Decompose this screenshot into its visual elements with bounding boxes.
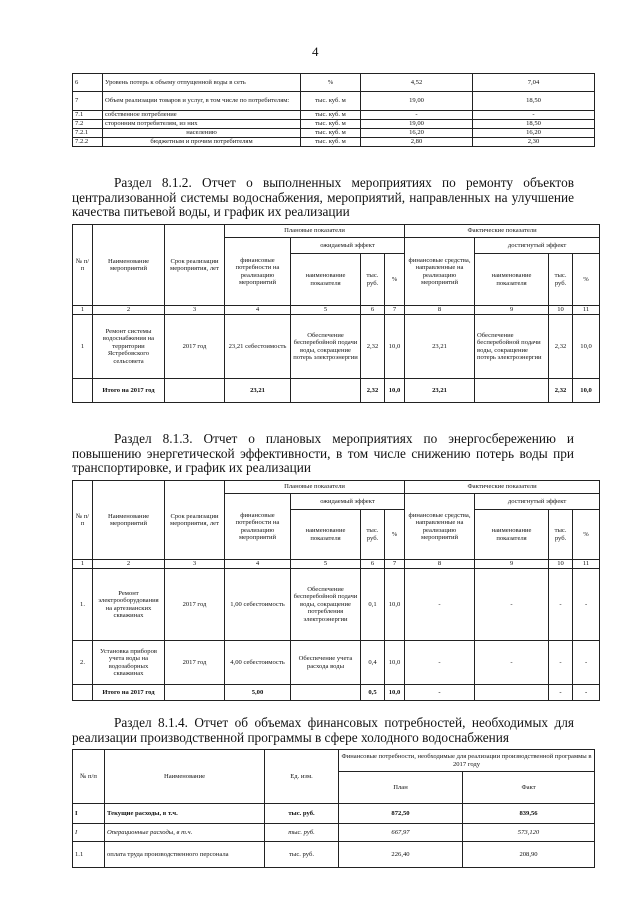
table-row bbox=[73, 111, 595, 120]
hdr-rub: тыс. руб. bbox=[361, 254, 385, 306]
total-label: Итого на 2017 год bbox=[93, 379, 165, 403]
row-plan: 872,50 bbox=[339, 804, 463, 824]
row-fact-rub: - bbox=[549, 641, 573, 685]
row-fact-fin: - bbox=[405, 641, 475, 685]
row-unit: тыс. куб. м bbox=[301, 120, 361, 129]
hdr-ind-name: наименование показателя bbox=[475, 254, 549, 306]
row-unit: % bbox=[301, 74, 361, 92]
table-row bbox=[73, 129, 595, 138]
col-number-row bbox=[73, 560, 600, 569]
row-fact-pct: 10,0 bbox=[573, 315, 600, 379]
row-fact-fin: 23,21 bbox=[405, 315, 475, 379]
total-fact-rub: 2,32 bbox=[549, 379, 573, 403]
total-row bbox=[73, 685, 600, 701]
row-unit: тыс. куб. м bbox=[301, 92, 361, 111]
hdr-num: № п/п bbox=[73, 225, 93, 306]
hdr-pct: % bbox=[573, 254, 600, 306]
table-row bbox=[73, 138, 595, 147]
total-fact-fin: 23,21 bbox=[405, 379, 475, 403]
row-num: 7.2.2 bbox=[73, 138, 103, 147]
row-value-plan: 19,00 bbox=[361, 92, 473, 111]
row-unit: тыс. куб. м bbox=[301, 129, 361, 138]
row-num: 7 bbox=[73, 92, 103, 111]
row-pct: 10,0 bbox=[385, 315, 405, 379]
table-row bbox=[73, 804, 595, 824]
row-fact-fin: - bbox=[405, 569, 475, 641]
row-value-fact: - bbox=[473, 111, 595, 120]
col-num: 6 bbox=[361, 560, 385, 569]
hdr-unit: Ед. изм. bbox=[265, 750, 339, 804]
hdr-ind-name: наименование показателя bbox=[475, 510, 549, 560]
hdr-need: Финансовые потребности, необходимые для реализации производственной программы в 2017 году bbox=[339, 750, 595, 772]
section-812-table bbox=[72, 224, 600, 403]
col-num: 11 bbox=[573, 560, 600, 569]
row-value-fact: 7,04 bbox=[473, 74, 595, 92]
row-num: 1.1 bbox=[73, 842, 105, 868]
row-effect: Обеспечение бесперебойной подачи воды, сокращение потерь электроэнергии bbox=[291, 315, 361, 379]
row-effect: Обеспечение учета расхода воды bbox=[291, 641, 361, 685]
hdr-ind-name: наименование показателя bbox=[291, 510, 361, 560]
total-fin: 23,21 bbox=[225, 379, 291, 403]
col-num: 6 bbox=[361, 306, 385, 315]
col-num: 5 bbox=[291, 560, 361, 569]
total-rub: 0,5 bbox=[361, 685, 385, 701]
col-num: 8 bbox=[405, 560, 475, 569]
row-name: Текущие расходы, в т.ч. bbox=[105, 804, 265, 824]
row-name: собственное потребление bbox=[103, 111, 301, 120]
row-value-fact: 16,20 bbox=[473, 129, 595, 138]
col-num: 11 bbox=[573, 306, 600, 315]
row-name: Ремонт электрооборудования на артезианских скважинах bbox=[93, 569, 165, 641]
row-num: 6 bbox=[73, 74, 103, 92]
row-num: 7.1 bbox=[73, 111, 103, 120]
row-num: 7.2 bbox=[73, 120, 103, 129]
col-num: 9 bbox=[475, 306, 549, 315]
row-term: 2017 год bbox=[165, 641, 225, 685]
hdr-num: № п/п bbox=[73, 750, 105, 804]
row-unit: тыс. руб. bbox=[265, 804, 339, 824]
hdr-expected: ожидаемый эффект bbox=[291, 238, 405, 254]
hdr-rub: тыс. руб. bbox=[361, 510, 385, 560]
row-value-fact: 18,50 bbox=[473, 120, 595, 129]
col-num: 3 bbox=[165, 306, 225, 315]
row-fin: 1,00 себестоимость bbox=[225, 569, 291, 641]
hdr-term: Срок реализации мероприятия, лет bbox=[165, 225, 225, 306]
section-814-table bbox=[72, 749, 595, 868]
row-value-plan: 19,00 bbox=[361, 120, 473, 129]
row-num: 2. bbox=[73, 641, 93, 685]
hdr-rub: тыс. руб. bbox=[549, 254, 573, 306]
hdr-pct: % bbox=[385, 510, 405, 560]
row-unit: тыс. куб. м bbox=[301, 138, 361, 147]
table-row bbox=[73, 120, 595, 129]
row-unit: тыс. руб. bbox=[265, 824, 339, 842]
row-name: оплата труда производственного персонала bbox=[105, 842, 265, 868]
hdr-fin-means: финансовые средства, направленные на реализацию мероприятий bbox=[405, 238, 475, 306]
hdr-name: Наименование мероприятий bbox=[93, 481, 165, 560]
row-name: Уровень потерь к объему отпущенной воды в сеть bbox=[103, 74, 301, 92]
table-row bbox=[73, 641, 600, 685]
col-num: 10 bbox=[549, 306, 573, 315]
table-row bbox=[73, 74, 595, 92]
total-fact-fin: - bbox=[405, 685, 475, 701]
row-term: 2017 год bbox=[165, 315, 225, 379]
row-fact-pct: - bbox=[573, 569, 600, 641]
col-num: 3 bbox=[165, 560, 225, 569]
row-name: населению bbox=[103, 129, 301, 138]
hdr-term: Срок реализации мероприятия, лет bbox=[165, 481, 225, 560]
hdr-actual: Фактические показатели bbox=[405, 481, 600, 494]
hdr-name: Наименование мероприятий bbox=[93, 225, 165, 306]
row-name: сторонним потребителям, из них bbox=[103, 120, 301, 129]
row-name: бюджетным и прочим потребителям bbox=[103, 138, 301, 147]
hdr-rub: тыс. руб. bbox=[549, 510, 573, 560]
total-row bbox=[73, 379, 600, 403]
hdr-actual: Фактические показатели bbox=[405, 225, 600, 238]
row-fact-rub: 2,32 bbox=[549, 315, 573, 379]
section-814-heading: Раздел 8.1.4. Отчет об объемах финансовых потребностей, необходимых для реализации производственной программы в сфере холодного водоснабжения bbox=[72, 715, 574, 745]
row-unit: тыс. куб. м bbox=[301, 111, 361, 120]
col-num: 4 bbox=[225, 306, 291, 315]
row-fact: 573,120 bbox=[463, 824, 595, 842]
row-fact-rub: - bbox=[549, 569, 573, 641]
hdr-achieved: достигнутый эффект bbox=[475, 494, 600, 510]
col-num: 1 bbox=[73, 560, 93, 569]
row-fact-pct: - bbox=[573, 641, 600, 685]
page-number: 4 bbox=[312, 44, 319, 59]
row-num: 1 bbox=[73, 315, 93, 379]
row-value-plan: 2,80 bbox=[361, 138, 473, 147]
total-rub: 2,32 bbox=[361, 379, 385, 403]
total-fact-pct: 10,0 bbox=[573, 379, 600, 403]
hdr-plan: План bbox=[339, 772, 463, 804]
hdr-fact: Факт bbox=[463, 772, 595, 804]
hdr-expected: ожидаемый эффект bbox=[291, 494, 405, 510]
row-num: I bbox=[73, 824, 105, 842]
total-fact-pct: - bbox=[573, 685, 600, 701]
total-pct: 10,0 bbox=[385, 685, 405, 701]
row-num: 1. bbox=[73, 569, 93, 641]
row-fin: 4,00 себестоимость bbox=[225, 641, 291, 685]
row-name: Объем реализации товаров и услуг, в том числе по потребителям: bbox=[103, 92, 301, 111]
total-fin: 5,00 bbox=[225, 685, 291, 701]
row-unit: тыс. руб. bbox=[265, 842, 339, 868]
row-value-plan: 4,52 bbox=[361, 74, 473, 92]
row-name: Установка приборов учета воды на водозаборных скважинах bbox=[93, 641, 165, 685]
row-fin: 23,21 себестоимость bbox=[225, 315, 291, 379]
row-fact-effect: Обеспечение бесперебойной подачи воды, сокращение потерь электроэнергии bbox=[475, 315, 549, 379]
row-plan: 226,40 bbox=[339, 842, 463, 868]
col-num: 2 bbox=[93, 306, 165, 315]
total-fact-rub: - bbox=[549, 685, 573, 701]
row-rub: 2,32 bbox=[361, 315, 385, 379]
total-label: Итого на 2017 год bbox=[93, 685, 165, 701]
row-pct: 10,0 bbox=[385, 641, 405, 685]
hdr-achieved: достигнутый эффект bbox=[475, 238, 600, 254]
section-813-heading: Раздел 8.1.3. Отчет о плановых мероприятиях по энергосбережению и повышению энергетической эффективности, в том числе снижению потерь воды при транспортировке, и график их реализации bbox=[72, 431, 574, 475]
table-row bbox=[73, 92, 595, 111]
col-number-row bbox=[73, 306, 600, 315]
row-rub: 0,1 bbox=[361, 569, 385, 641]
top-indicator-table bbox=[72, 73, 595, 147]
col-num: 10 bbox=[549, 560, 573, 569]
row-name: Операционные расходы, в т.ч. bbox=[105, 824, 265, 842]
hdr-planned: Плановые показатели bbox=[225, 481, 405, 494]
col-num: 7 bbox=[385, 306, 405, 315]
col-num: 2 bbox=[93, 560, 165, 569]
row-value-plan: 16,20 bbox=[361, 129, 473, 138]
section-813-table bbox=[72, 480, 600, 701]
row-fact: 839,56 bbox=[463, 804, 595, 824]
table-row bbox=[73, 842, 595, 868]
hdr-ind-name: наименование показателя bbox=[291, 254, 361, 306]
section-812-heading: Раздел 8.1.2. Отчет о выполненных мероприятиях по ремонту объектов централизованной системы водоснабжения, мероприятий, направленных на улучшение качества питьевой воды, и график их реализации bbox=[72, 175, 574, 219]
hdr-pct: % bbox=[573, 510, 600, 560]
col-num: 5 bbox=[291, 306, 361, 315]
row-fact: 208,90 bbox=[463, 842, 595, 868]
hdr-name: Наименование bbox=[105, 750, 265, 804]
table-row bbox=[73, 824, 595, 842]
row-fact-effect: - bbox=[475, 569, 549, 641]
row-effect: Обеспечение бесперебойной подачи воды, сокращение потребления электроэнергии bbox=[291, 569, 361, 641]
table-row bbox=[73, 315, 600, 379]
hdr-fin-means: финансовые средства, направленные на реализацию мероприятий bbox=[405, 494, 475, 560]
col-num: 8 bbox=[405, 306, 475, 315]
hdr-fin-need: финансовые потребности на реализацию мероприятий bbox=[225, 494, 291, 560]
row-name: Ремонт системы водоснабжения на территории Ястребовского сельсовета bbox=[93, 315, 165, 379]
row-term: 2017 год bbox=[165, 569, 225, 641]
hdr-planned: Плановые показатели bbox=[225, 225, 405, 238]
hdr-fin-need: финансовые потребности на реализацию мероприятий bbox=[225, 238, 291, 306]
hdr-num: № п/п bbox=[73, 481, 93, 560]
row-value-plan: - bbox=[361, 111, 473, 120]
row-num: I bbox=[73, 804, 105, 824]
total-pct: 10,0 bbox=[385, 379, 405, 403]
row-num: 7.2.1 bbox=[73, 129, 103, 138]
row-plan: 667,97 bbox=[339, 824, 463, 842]
col-num: 4 bbox=[225, 560, 291, 569]
table-row bbox=[73, 569, 600, 641]
row-pct: 10,0 bbox=[385, 569, 405, 641]
col-num: 7 bbox=[385, 560, 405, 569]
hdr-pct: % bbox=[385, 254, 405, 306]
row-fact-effect: - bbox=[475, 641, 549, 685]
row-value-fact: 18,50 bbox=[473, 92, 595, 111]
row-rub: 0,4 bbox=[361, 641, 385, 685]
col-num: 1 bbox=[73, 306, 93, 315]
row-value-fact: 2,30 bbox=[473, 138, 595, 147]
col-num: 9 bbox=[475, 560, 549, 569]
